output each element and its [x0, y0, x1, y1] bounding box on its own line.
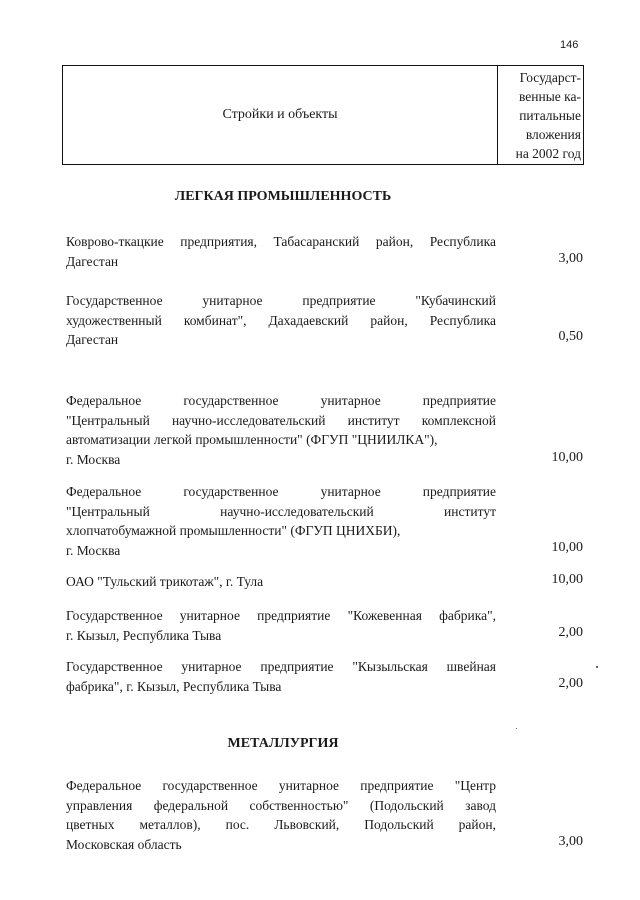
entry-line: г. Москва [66, 542, 121, 558]
entry-line: Дагестан [66, 253, 119, 269]
page-number: 146 [560, 39, 579, 51]
entry-value: 3,00 [558, 251, 583, 266]
entry-value: 10,00 [551, 450, 583, 465]
section-title: ЛЕГКАЯ ПРОМЫШЛЕННОСТЬ [174, 189, 392, 204]
scan-speck [516, 728, 517, 729]
entry-line: "Центральный научно-исследовательский институт [66, 503, 496, 519]
column-header-investments [499, 68, 583, 163]
list-item [66, 776, 496, 854]
entry-line: цветных металлов), пос. Львовский, Подольский район, [66, 817, 496, 832]
entry-line: хлопчатобумажной промышленности" (ФГУП ЦНИХБИ), [66, 523, 401, 538]
entry-line: г. Кызыл, Республика Тыва [66, 627, 222, 643]
entry-value: 2,00 [558, 625, 583, 640]
table-header [62, 65, 584, 165]
header-line: Государст- [519, 70, 581, 85]
entry-line: Государственное унитарное предприятие "Кожевенная фабрика", [66, 608, 496, 623]
entry-line: ОАО "Тульский трикотаж", г. Тула [66, 574, 264, 589]
entry-value: 10,00 [551, 540, 583, 555]
column-header-projects: Стройки и объекты [222, 107, 338, 122]
entry-line: Коврово-ткацкие предприятия, Табасаранский район, Республика [66, 234, 496, 249]
scan-speck [596, 666, 598, 668]
entry-value: 3,00 [558, 834, 583, 849]
entry-line: автоматизации легкой промышленности" (ФГУП "ЦНИИЛКА"), [66, 432, 438, 447]
header-line: питальные [519, 108, 581, 123]
entry-line: Государственное унитарное предприятие "Кубачинский [66, 293, 496, 308]
entry-line: Государственное унитарное предприятие "Кызыльская швейная [66, 659, 496, 674]
entry-line: Федеральное государственное унитарное предприятие "Центр [66, 778, 496, 793]
list-item [66, 572, 496, 592]
entry-line: управления федеральной собственностью" (Подольский завод [66, 797, 496, 813]
column-divider [497, 66, 498, 164]
list-item [66, 482, 496, 560]
entry-line: Дагестан [66, 332, 119, 347]
header-line: венные ка- [518, 89, 581, 104]
list-item [66, 657, 496, 696]
list-item [66, 606, 496, 645]
header-line: на 2002 год [515, 146, 581, 161]
section-title: МЕТАЛЛУРГИЯ [227, 736, 339, 751]
entry-line: Федеральное государственное унитарное предприятие [66, 484, 496, 499]
entry-value: 2,00 [558, 676, 583, 691]
entry-value: 10,00 [551, 572, 583, 587]
list-item [66, 232, 496, 271]
entry-line: Московская область [66, 836, 182, 852]
entry-line: Федеральное государственное унитарное предприятие [66, 393, 496, 408]
entry-line: художественный комбинат", Дахадаевский район, Республика [66, 312, 496, 328]
entry-line: г. Москва [66, 451, 121, 467]
header-line: вложения [525, 127, 581, 142]
entry-value: 0,50 [558, 329, 583, 344]
entry-line: фабрика", г. Кызыл, Республика Тыва [66, 678, 282, 694]
entry-line: "Центральный научно-исследовательский институт комплексной [66, 412, 496, 428]
list-item [66, 291, 496, 350]
list-item [66, 391, 496, 469]
